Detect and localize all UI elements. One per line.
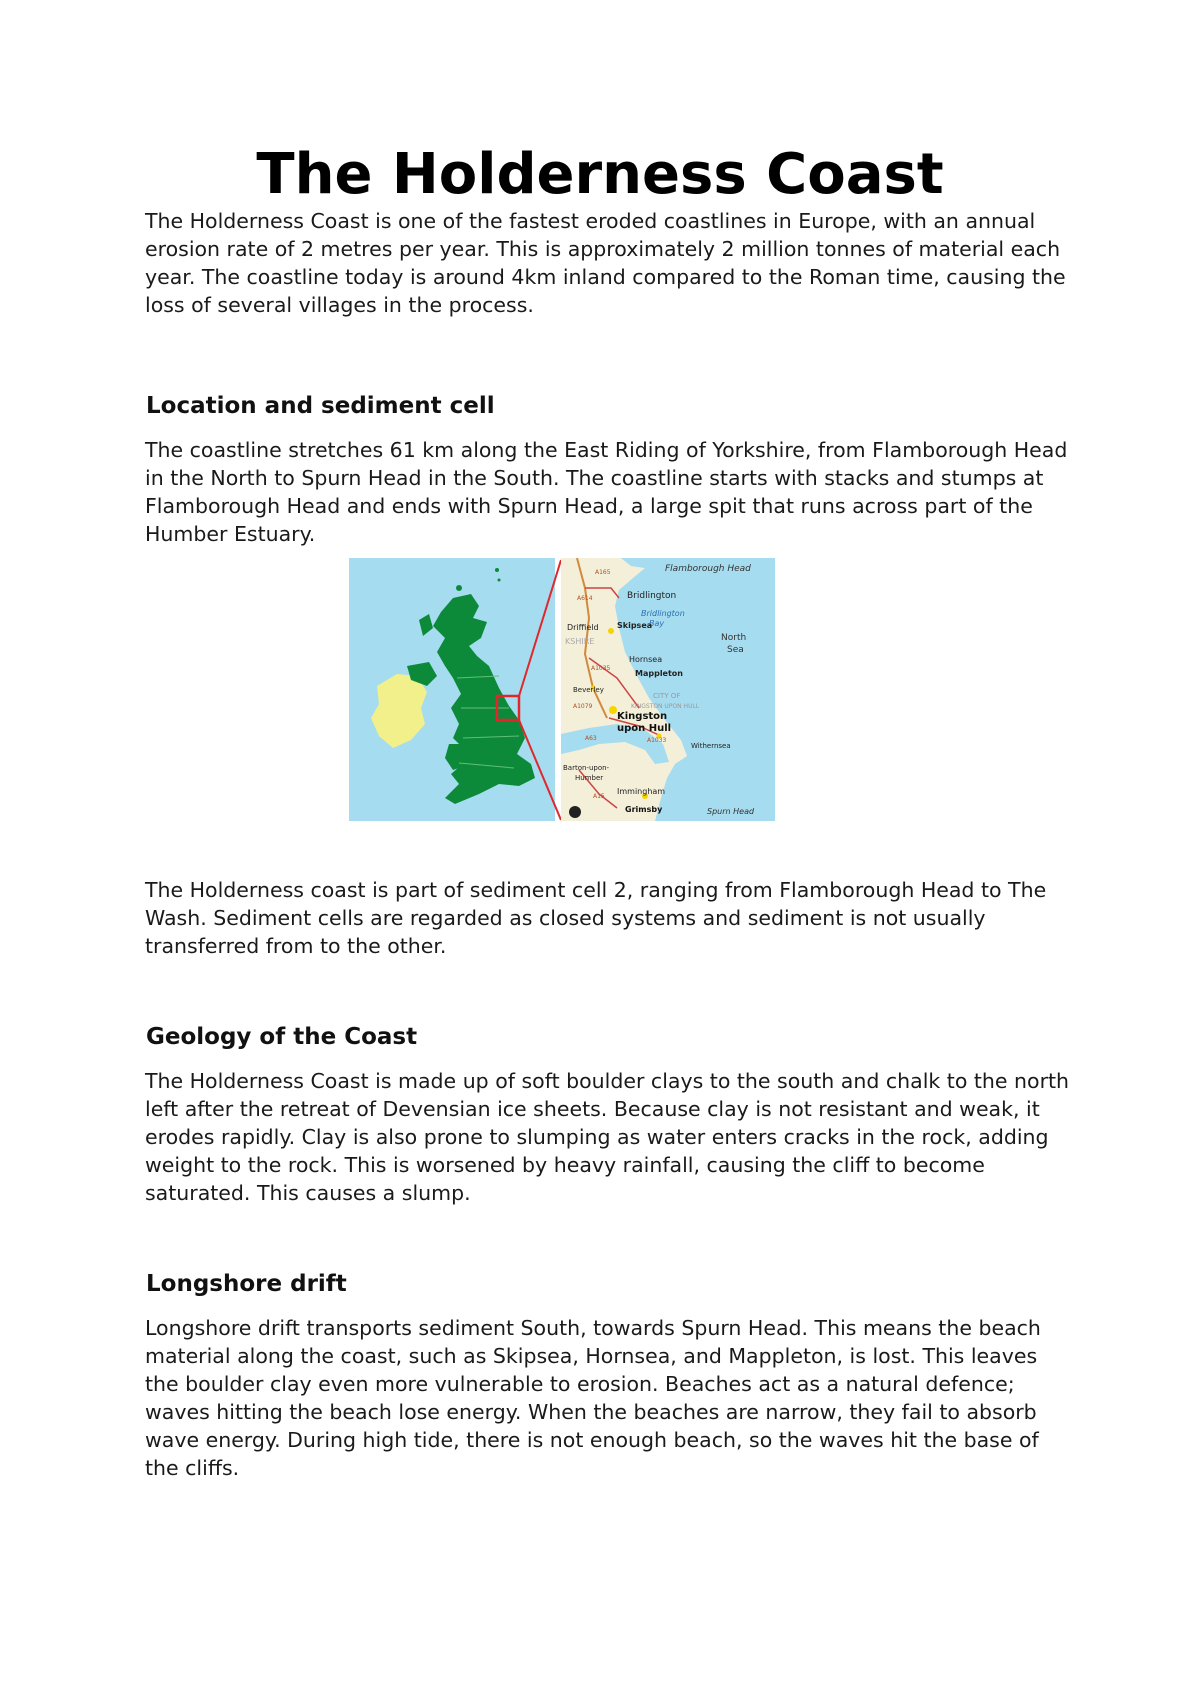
label-kshire: KSHIRE	[565, 637, 595, 646]
label-withernsea: Withernsea	[691, 742, 731, 750]
label-mappleton: Mappleton	[635, 669, 683, 678]
label-immingham: Immingham	[617, 787, 666, 796]
label-upon-hull: upon Hull	[617, 723, 672, 734]
label-road-a1035: A1035	[591, 665, 611, 672]
label-hornsea: Hornsea	[629, 655, 663, 664]
label-city-of: CITY OF	[653, 692, 681, 700]
label-kingston-city: KINGSTON UPON HULL	[631, 703, 700, 710]
label-road-a63: A63	[585, 735, 597, 742]
location-map	[349, 558, 775, 821]
holderness-inset-map	[561, 558, 775, 821]
label-driffield: Driffield	[567, 623, 599, 632]
shetland-island-2	[498, 579, 501, 582]
label-road-a1079: A1079	[573, 703, 593, 710]
label-kingston: Kingston	[617, 711, 668, 722]
label-road-a614: A614	[577, 595, 593, 602]
label-flamborough: Flamborough Head	[665, 564, 751, 574]
airport-icon	[569, 806, 581, 818]
location-map-figure	[349, 558, 775, 821]
section-heading-longshore: Longshore drift	[146, 1271, 347, 1297]
label-road-a165: A165	[595, 569, 611, 576]
intro-paragraph: The Holderness Coast is one of the fastest eroded coastlines in Europe, with an annual erosion rate of 2 metres per year. This is approximately 2 million tonnes of material each year. The coastline today is around 4km inland compared to the Roman time, causing the loss of several villages in the process.	[145, 209, 1066, 317]
label-spurn: Spurn Head	[707, 807, 755, 816]
page-title: The Holderness Coast	[256, 142, 944, 207]
sediment-cell-paragraph: The Holderness coast is part of sediment cell 2, ranging from Flamborough Head to The Wash. Sediment cells are regarded as closed systems and sediment is not usually transferred from to the other.	[145, 878, 1047, 958]
label-road-a1033: A1033	[647, 737, 667, 744]
uk-overview-map	[349, 558, 555, 821]
label-barton: Barton-upon-	[563, 764, 610, 772]
label-bridlington: Bridlington	[627, 591, 677, 601]
label-skipsea: Skipsea	[617, 621, 653, 630]
label-sea: Sea	[727, 645, 744, 655]
geology-paragraph: The Holderness Coast is made up of soft boulder clays to the south and chalk to the north left after the retreat of Devensian ice sheets. Because clay is not resistant and weak, it erodes rapidly. Clay is also prone to slumping as water enters cracks in the rock, adding weight to the rock. This is worsened by heavy rainfall, causing the cliff to become saturated. This causes a slump.	[145, 1069, 1070, 1205]
location-paragraph: The coastline stretches 61 km along the East Riding of Yorkshire, from Flamborough Head in the North to Spurn Head in the South. The coastline starts with stacks and stumps at Flamborough Head and ends with Spurn Head, a large spit that runs across part of the Humber Estuary.	[145, 438, 1068, 546]
label-north: North	[721, 633, 747, 643]
orkney-island	[456, 585, 462, 591]
label-bay: Bay	[649, 619, 665, 628]
label-bridlington-bay: Bridlington	[641, 609, 685, 618]
skipsea-marker	[608, 628, 614, 634]
section-heading-location: Location and sediment cell	[146, 393, 495, 419]
shetland-island	[495, 568, 499, 572]
hull-marker	[609, 706, 617, 714]
label-road-a15: A15	[593, 793, 605, 800]
section-heading-geology: Geology of the Coast	[146, 1024, 418, 1050]
label-humber: Humber	[575, 774, 604, 782]
label-grimsby: Grimsby	[625, 805, 663, 814]
longshore-paragraph: Longshore drift transports sediment South, towards Spurn Head. This means the beach material along the coast, such as Skipsea, Hornsea, and Mappleton, is lost. This leaves the boulder clay even more vulnerable to erosion. Beaches act as a natural defence; waves hitting the beach lose energy. When the beaches are narrow, they fail to absorb wave energy. During high tide, there is not enough beach, so the waves hit the base of the cliffs.	[145, 1316, 1041, 1480]
label-beverley: Beverley	[573, 686, 604, 694]
